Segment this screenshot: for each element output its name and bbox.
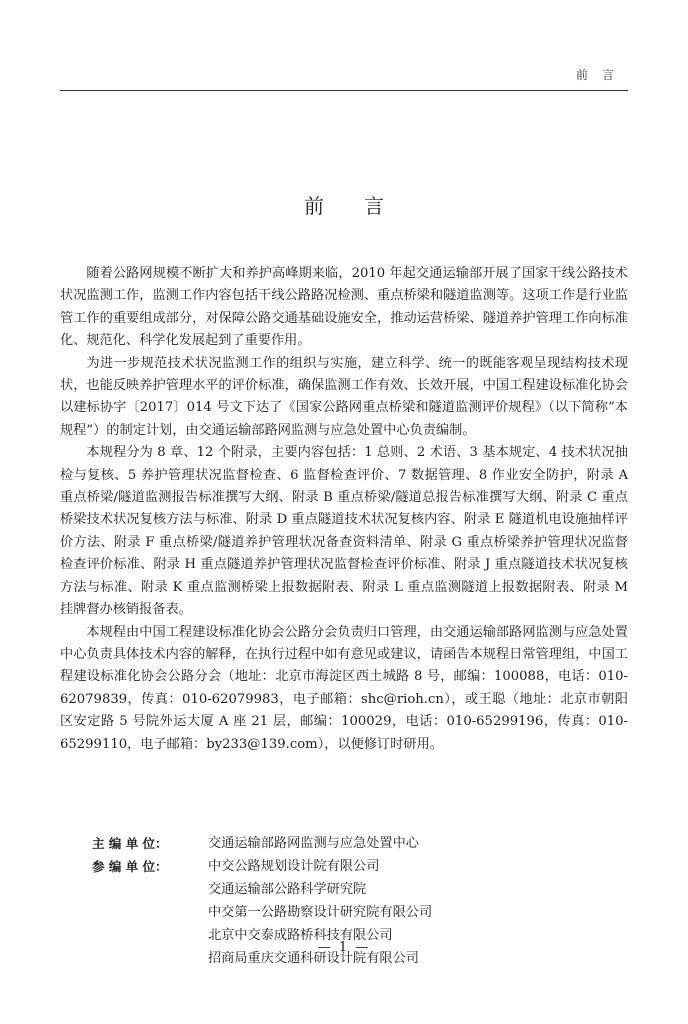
paragraph-3: 本规程分为 8 章、12 个附录，主要内容包括：1 总则、2 术语、3 基本规定、4 技术状况抽检与复核、5 养护管理状况监督检查、6 监督检查评价、7 数据管理、8 作业安全防护，附录 A 重点桥梁/隧道监测报告标准撰写大纲、附录 B 重点桥梁/隧道总报告标准撰写大纲、附录 C 重点桥梁技术状况复核方法与标准、附录 D 重点隧道技术状况复核内容、附录 E 隧道机电设施抽样评价方法、附录 F 重点桥梁/隧道养护管理状况备查资料清单、附录 G 重点桥梁养护管理状况监督检查评价标准、附录 H 重点隧道养护管理状况监督检查评价标准、附录 J 重点隧道技术状况复核方法与标准、附录 K 重点监测桥梁上报数据附表、附录 L 重点监测隧道上报数据附表、附录 M 挂牌督办核销报备表。 — [60, 445, 628, 618]
participant-unit: 招商局重庆交通科研设计院有限公司 — [208, 951, 419, 966]
header-rule — [60, 90, 628, 91]
participant-unit: 北京中交泰成路桥科技有限公司 — [208, 928, 393, 943]
paragraph-1: 随着公路网规模不断扩大和养护高峰期来临，2010 年起交通运输部开展了国家干线公路技术状况监测工作，监测工作内容包括干线公路路况检测、重点桥梁和隧道监测等。这项工作是行业监管工作的重要组成部分，对保障公路交通基础设施安全，推动运营桥梁、隧道养护管理工作向标准化、规范化、科学化发展起到了重要作用。 — [60, 266, 628, 349]
chief-editor-label: 主 编 单 位： — [92, 836, 168, 851]
paragraph-4: 本规程由中国工程建设标准化协会公路分会负责归口管理，由交通运输部路网监测与应急处置中心负责具体技术内容的解释，在执行过程中如有意见或建议，请函告本规程日常管理组，中国工程建设标准化协会公路分会（地址：北京市海淀区西土城路 8 号，邮编：100088，电话：010-62079839，传真：010-62079983，电子邮箱：shc@rioh.cn），或王聪（地址：北京市朝阳区安定路 5 号院外运大厦 A 座 21 层，邮编：100029，电话：010-65299196，传真：010-65299110，电子邮箱：by233@139.com），以便修订时研用。 — [60, 624, 628, 752]
participant-unit: 中交公路规划设计院有限公司 — [208, 859, 380, 874]
page-title: 前言 — [304, 194, 424, 218]
participant-unit: 交通运输部公路科学研究院 — [208, 882, 367, 897]
participant-label: 参 编 单 位： — [92, 859, 168, 874]
chief-editor-row — [92, 832, 612, 855]
chief-editor-unit: 交通运输部路网监测与应急处置中心 — [208, 836, 419, 851]
preface-body — [60, 263, 628, 756]
page-number: — 1 — — [317, 940, 371, 955]
chief-editor-list — [208, 832, 419, 855]
running-head: 前言 — [575, 68, 628, 82]
participant-unit: 中交第一公路勘察设计研究院有限公司 — [208, 905, 433, 920]
paragraph-2: 为进一步规范技术状况监测工作的组织与实施，建立科学、统一的既能客观呈现结构技术现状，也能反映养护管理水平的评价标准，确保监测工作有效、长效开展，中国工程建设标准化协会以建标协字〔2017〕014 号文下达了《国家公路网重点桥梁和隧道监测评价规程》（以下简称“本规程”）的制定计划，由交通运输部路网监测与应急处置中心负责编制。 — [60, 355, 628, 438]
